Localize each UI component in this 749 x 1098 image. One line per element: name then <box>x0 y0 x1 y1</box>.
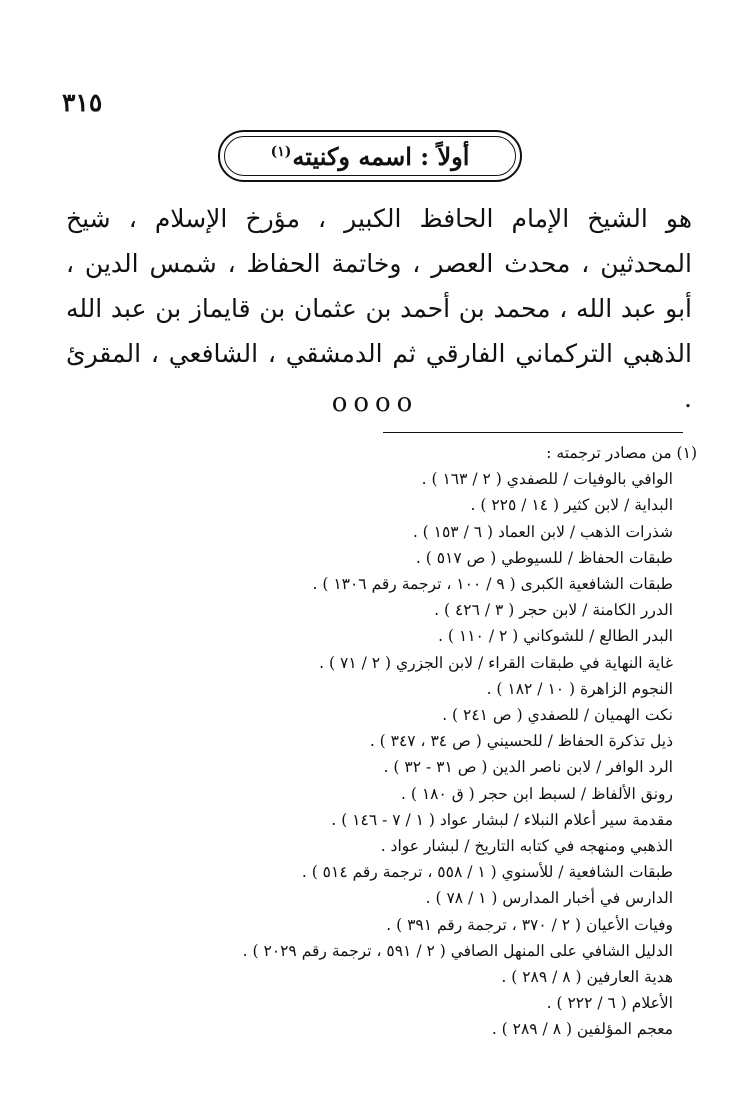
footnote-source-item: الأعلام ( ٦ / ٢٢٢ ) . <box>546 994 673 1013</box>
footnote-source-item: طبقات الشافعية / للأسنوي ( ١ / ٥٥٨ ، ترجمة رقم ٥١٤ ) . <box>301 863 673 882</box>
footnote-source-item: مقدمة سير أعلام النبلاء / لبشار عواد ( ١ / ٧ - ١٤٦ ) . <box>331 810 673 829</box>
section-separator: oooo <box>331 388 419 418</box>
footnote-source-item: البداية / لابن كثير ( ١٤ / ٢٢٥ ) . <box>470 496 673 515</box>
footnote-source-item: الوافي بالوفيات / للصفدي ( ٢ / ١٦٣ ) . <box>421 470 673 489</box>
footnote-source-item: وفيات الأعيان ( ٢ / ٣٧٠ ، ترجمة رقم ٣٩١ ) . <box>386 915 673 934</box>
footnote-heading: (١) من مصادر ترجمته : <box>546 444 697 462</box>
section-heading <box>271 142 470 171</box>
section-heading-title: أولاً : اسمه وكنيته <box>292 141 470 171</box>
footnote-source-item: معجم المؤلفين ( ٨ / ٢٨٩ ) . <box>491 1020 673 1039</box>
footnote-source-item: الدرر الكامنة / لابن حجر ( ٣ / ٤٢٦ ) . <box>434 601 673 620</box>
body-paragraph: هو الشيخ الإمام الحافظ الكبير ، مؤرخ الإسلام ، شيخ المحدثين ، محدث العصر ، وخاتمة الحفاظ ، شمس الدين ، أبو عبد الله ، محمد بن أحمد بن عثمان بن قايماز بن عبد الله الذهبي التركماني الفارقي ثم الدمشقي ، الشافعي ، المقرئ . <box>66 204 692 413</box>
footnote-source-item: البدر الطالع / للشوكاني ( ٢ / ١١٠ ) . <box>438 627 673 646</box>
footnote-source-item: الرد الوافر / لابن ناصر الدين ( ص ٣١ - ٣٢ ) . <box>383 758 673 777</box>
footnote-source-item: طبقات الحفاظ / للسيوطي ( ص ٥١٧ ) . <box>415 548 673 567</box>
footnote-source-item: نكت الهميان / للصفدي ( ص ٢٤١ ) . <box>442 706 673 725</box>
footnote-source-item: غاية النهاية في طبقات القراء / لابن الجزري ( ٢ / ٧١ ) . <box>319 653 673 672</box>
footnotes <box>77 440 697 1043</box>
footnote-source-item: النجوم الزاهرة ( ١٠ / ١٨٢ ) . <box>486 679 673 698</box>
footnote-source-item: الذهبي ومنهجه في كتابه التاريخ / لبشار عواد . <box>380 837 673 856</box>
footnote-source-item: ذيل تذكرة الحفاظ / للحسيني ( ص ٣٤ ، ٣٤٧ ) . <box>369 732 673 751</box>
footnote-source-item: الدليل الشافي على المنهل الصافي ( ٢ / ٥٩١ ، ترجمة رقم ٢٠٢٩ ) . <box>242 941 673 960</box>
footnote-source-list <box>77 466 697 1042</box>
footnote-divider <box>383 432 683 433</box>
footnote-source-item: الدارس في أخبار المدارس ( ١ / ٧٨ ) . <box>425 889 673 908</box>
footnote-marker: (١) <box>270 143 292 160</box>
page-number: ٣١٥ <box>62 88 103 117</box>
footnote-source-item: شذرات الذهب / لابن العماد ( ٦ / ١٥٣ ) . <box>412 522 673 541</box>
footnote-source-item: هدية العارفين ( ٨ / ٢٨٩ ) . <box>501 968 673 987</box>
section-heading-inner-border <box>224 136 516 176</box>
section-heading-frame <box>218 130 522 182</box>
footnote-source-item: طبقات الشافعية الكبرى ( ٩ / ١٠٠ ، ترجمة رقم ١٣٠٦ ) . <box>312 575 673 594</box>
footnote-source-item: رونق الألفاظ / لسبط ابن حجر ( ق ١٨٠ ) . <box>400 784 673 803</box>
